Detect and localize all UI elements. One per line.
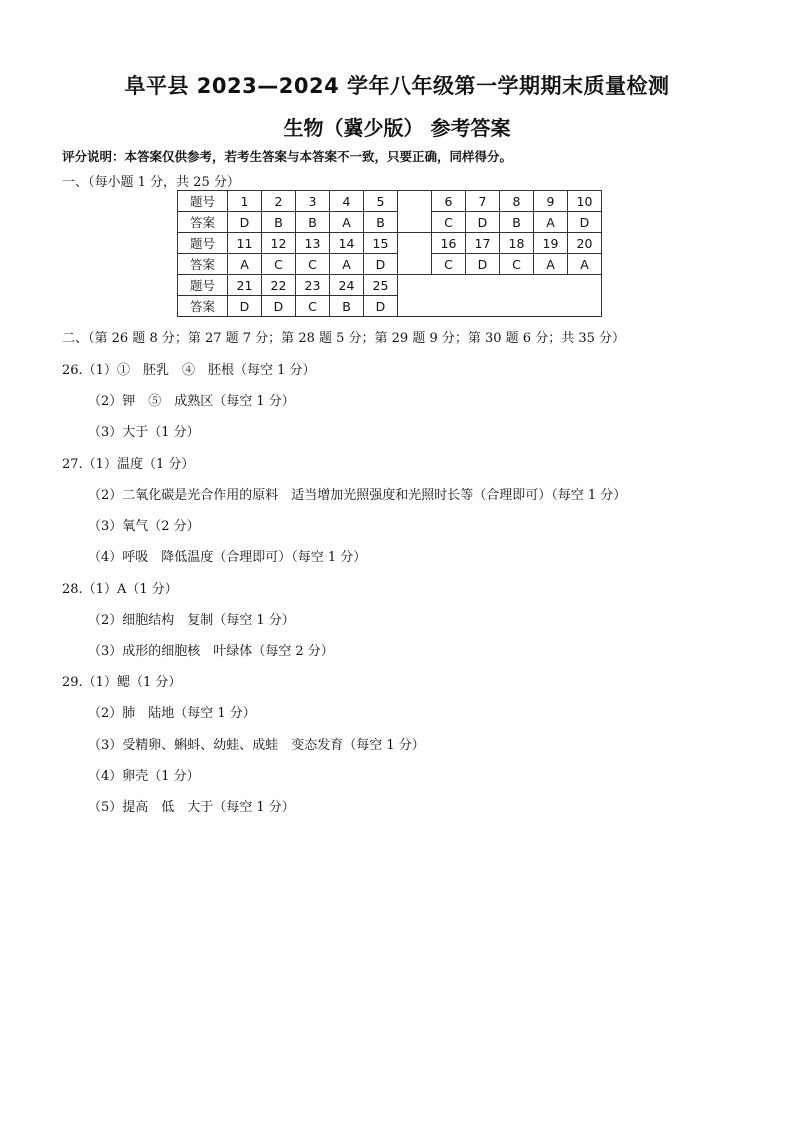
question-number: 13 [296, 233, 330, 254]
question-29-sub-3: （3）受精卵、蝌蚪、幼蛙、成蛙 变态发育（每空 1 分） [88, 738, 425, 753]
question-27-sub-2: （2）二氧化碳是光合作用的原料 适当增加光照强度和光照时长等（合理即可）（每空 1 分） [88, 488, 627, 503]
answer-cell: B [500, 212, 534, 233]
answer-cell: D [466, 212, 500, 233]
question-number: 17 [466, 233, 500, 254]
answer-cell: D [228, 212, 262, 233]
question-number: 7 [466, 191, 500, 212]
row-label: 题号 [178, 233, 228, 254]
question-number: 14 [330, 233, 364, 254]
question-27-sub-4: （4）呼吸 降低温度（合理即可）（每空 1 分） [88, 550, 367, 565]
question-number: 16 [432, 233, 466, 254]
question-28-sub-3: （3）成形的细胞核 叶绿体（每空 2 分） [88, 644, 334, 659]
answer-cell: D [364, 296, 398, 317]
question-number: 24 [330, 275, 364, 296]
question-number: 8 [500, 191, 534, 212]
question-number: 18 [500, 233, 534, 254]
question-27-line: 27.（1）温度（1 分） [62, 457, 195, 472]
question-26-sub-3: （3）大于（1 分） [88, 425, 200, 440]
question-26-line: 26.（1）① 胚乳 ④ 胚根（每空 1 分） [62, 363, 316, 378]
question-number: 20 [568, 233, 602, 254]
table-row [178, 212, 602, 233]
answer-cell: B [330, 296, 364, 317]
answer-cell: C [500, 254, 534, 275]
question-26-sub-2: （2）钾 ⑤ 成熟区（每空 1 分） [88, 394, 295, 409]
answer-cell: A [228, 254, 262, 275]
page-subtitle: 生物（冀少版） 参考答案 [283, 116, 511, 140]
answer-table [177, 190, 602, 317]
row-label: 答案 [178, 296, 228, 317]
answer-cell: C [432, 254, 466, 275]
question-28-line: 28.（1）A（1 分） [62, 582, 178, 597]
row-label: 答案 [178, 254, 228, 275]
question-number: 10 [568, 191, 602, 212]
answer-cell: C [262, 254, 296, 275]
table-row [178, 275, 602, 296]
question-number: 1 [228, 191, 262, 212]
question-number: 11 [228, 233, 262, 254]
table-gap [398, 212, 432, 233]
question-number: 3 [296, 191, 330, 212]
table-gap [398, 233, 432, 254]
table-gap [398, 191, 432, 212]
table-row [178, 233, 602, 254]
answer-cell: A [534, 254, 568, 275]
question-number: 22 [262, 275, 296, 296]
answer-cell: D [262, 296, 296, 317]
page-title: 阜平县 2023—2024 学年八年级第一学期期末质量检测 [124, 74, 670, 98]
row-label: 题号 [178, 191, 228, 212]
row-label: 题号 [178, 275, 228, 296]
table-gap [398, 254, 432, 275]
table-row [178, 254, 602, 275]
question-number: 12 [262, 233, 296, 254]
section2-heading: 二、（第 26 题 8 分；第 27 题 7 分；第 28 题 5 分；第 29 题 9 分；第 30 题 6 分；共 35 分） [62, 331, 626, 346]
table-row [178, 191, 602, 212]
empty-block [398, 275, 602, 317]
question-number: 19 [534, 233, 568, 254]
question-number: 21 [228, 275, 262, 296]
answer-cell: D [466, 254, 500, 275]
question-number: 15 [364, 233, 398, 254]
question-29-sub-5: （5）提高 低 大于（每空 1 分） [88, 800, 295, 815]
answer-cell: B [296, 212, 330, 233]
question-number: 5 [364, 191, 398, 212]
question-number: 23 [296, 275, 330, 296]
question-29-sub-4: （4）卵壳（1 分） [88, 769, 200, 784]
answer-cell: A [330, 254, 364, 275]
question-number: 2 [262, 191, 296, 212]
answer-cell: A [534, 212, 568, 233]
section1-heading: 一、（每小题 1 分，共 25 分） [62, 175, 240, 190]
question-29-sub-2: （2）肺 陆地（每空 1 分） [88, 706, 256, 721]
answer-cell: C [432, 212, 466, 233]
grading-note: 评分说明：本答案仅供参考，若考生答案与本答案不一致，只要正确，同样得分。 [62, 149, 513, 164]
question-27-sub-3: （3）氧气（2 分） [88, 519, 200, 534]
question-28-sub-2: （2）细胞结构 复制（每空 1 分） [88, 613, 295, 628]
question-number: 25 [364, 275, 398, 296]
question-number: 4 [330, 191, 364, 212]
answer-cell: A [568, 254, 602, 275]
answer-cell: C [296, 254, 330, 275]
answer-cell: B [364, 212, 398, 233]
answer-cell: D [364, 254, 398, 275]
question-29-line: 29.（1）鳃（1 分） [62, 675, 182, 690]
question-number: 9 [534, 191, 568, 212]
answer-cell: A [330, 212, 364, 233]
answer-cell: D [568, 212, 602, 233]
row-label: 答案 [178, 212, 228, 233]
question-number: 6 [432, 191, 466, 212]
answer-cell: C [296, 296, 330, 317]
answer-cell: D [228, 296, 262, 317]
answer-cell: B [262, 212, 296, 233]
